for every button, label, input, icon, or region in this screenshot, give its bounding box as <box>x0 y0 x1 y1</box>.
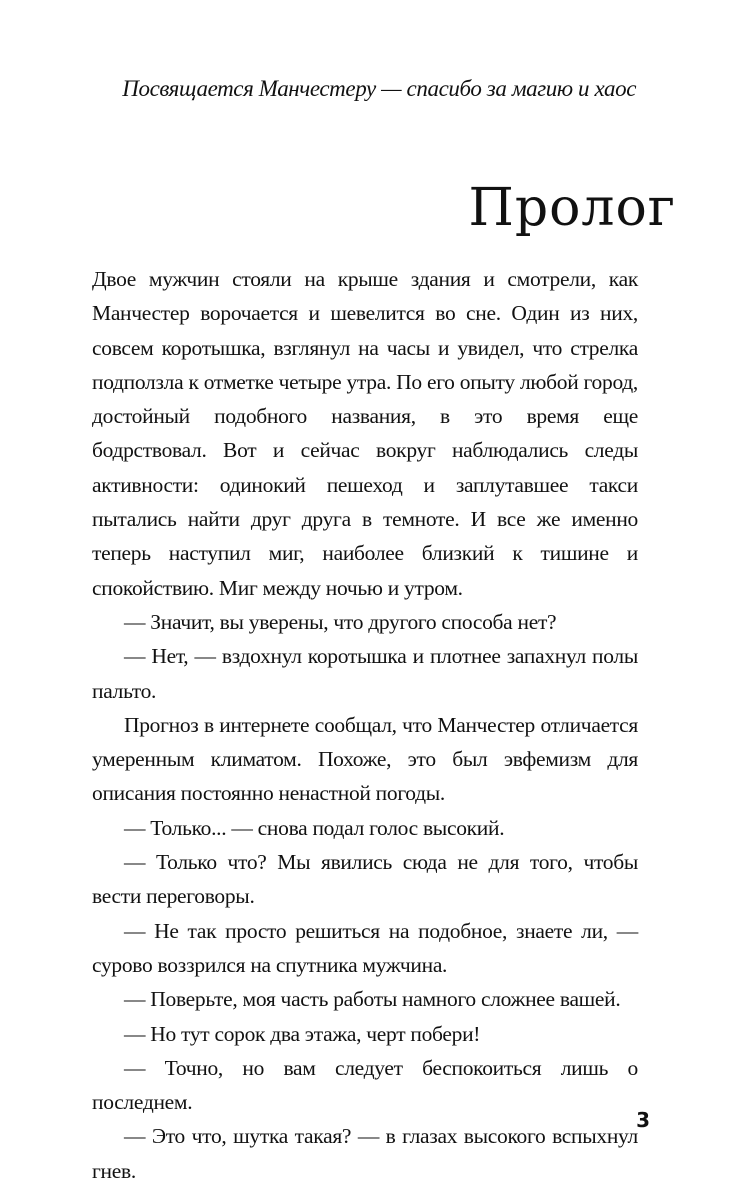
dedication: Посвящается Манчестеру — спасибо за магию и хаос <box>122 76 636 101</box>
paragraph: — Только... — снова подал голос высокий. <box>124 815 505 840</box>
page-number: 3 <box>636 1108 650 1132</box>
paragraph: — Это что, шутка такая? — в глазах высокого вспыхнул гнев. <box>92 1124 638 1183</box>
paragraph: — Не так просто решиться на подобное, знаете ли, — сурово воззрился на спутника мужчина. <box>92 918 638 977</box>
paragraph: — Значит, вы уверены, что другого способа нет? <box>124 609 557 634</box>
paragraph: Прогноз в интернете сообщал, что Манчестер отличается умеренным климатом. Похоже, это был эвфемизм для описания постоянно ненастной погоды. <box>92 712 638 806</box>
paragraph: — Поверьте, моя часть работы намного сложнее вашей. <box>124 987 621 1012</box>
paragraph: — Только что? Мы явились сюда не для того, чтобы вести переговоры. <box>92 850 638 909</box>
chapter-body <box>92 262 638 1188</box>
paragraph: Двое мужчин стояли на крыше здания и смотрели, как Манчестер ворочается и шевелится во сне. Один из них, совсем коротышка, взглянул на часы и увидел, что стрелка подползла к отметке четыре утра. По его опыту любой город, достойный подобного названия, в это время еще бодрствовал. Вот и сейчас вокруг наблюдались следы активности: одинокий пешеход и заплутавшее такси пытались найти друг друга в темноте. И все же именно теперь наступил миг, наиболее близкий к тишине и спокойствию. Миг между ночью и утром. <box>92 267 638 600</box>
paragraph: — Нет, — вздохнул коротышка и плотнее запахнул полы пальто. <box>92 644 638 703</box>
paragraph: — Точно, но вам следует беспокоиться лишь о последнем. <box>92 1055 638 1115</box>
paragraph: — Но тут сорок два этажа, черт побери! <box>124 1021 481 1046</box>
chapter-title: Пролог <box>468 178 676 238</box>
